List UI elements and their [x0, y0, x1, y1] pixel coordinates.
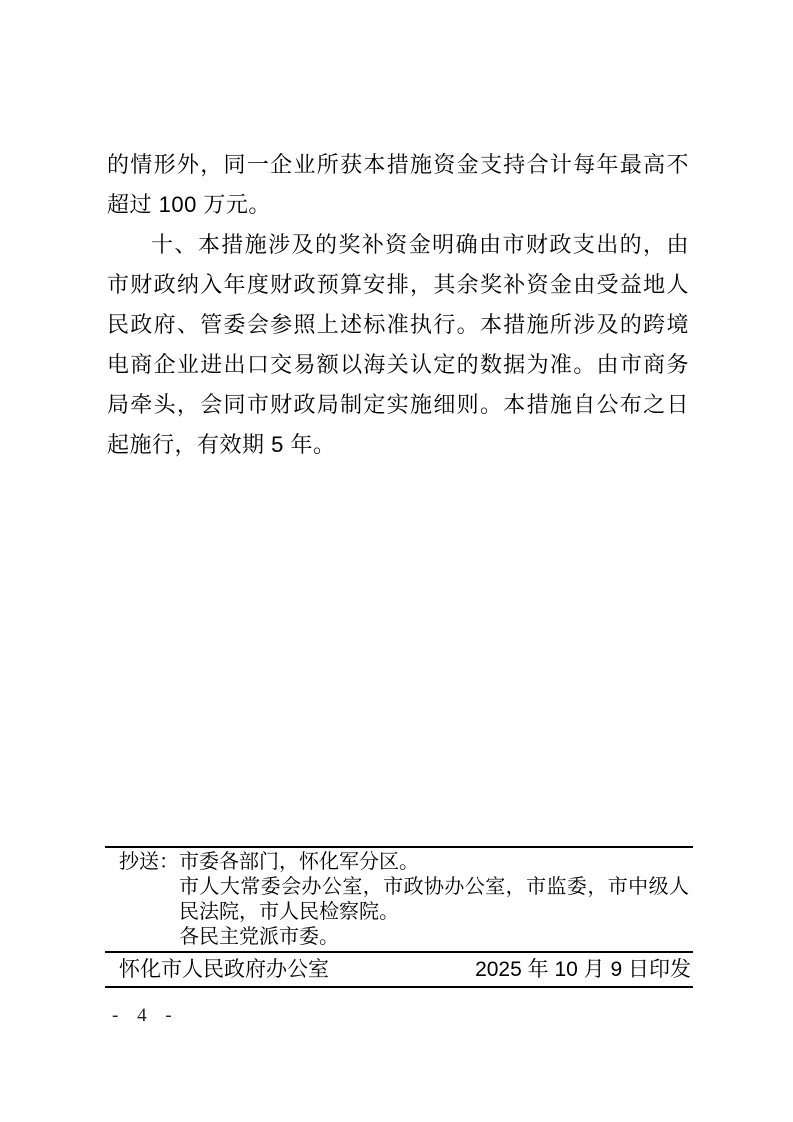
cc-label: 抄送： — [119, 851, 179, 873]
page-number: - 4 - — [112, 1005, 174, 1026]
body-paragraph: 十、本措施涉及的奖补资金明确由市财政支出的，由市财政纳入年度财政预算安排，其余奖补资金由受益地人民政府、管委会参照上述标准执行。本措施所涉及的跨境电商企业进出口交易额以海关认定的数据为准。由市商务局牵头，会同市财政局制定实施细则。本措施自公布之日起施行，有效期 5 年。 — [107, 232, 689, 457]
cc-entries — [179, 850, 689, 950]
issuer-name: 怀化市人民政府办公室 — [119, 958, 329, 981]
document-footer-block — [105, 846, 693, 988]
cc-entry: 各民主党派市委。 — [179, 926, 339, 948]
body-paragraph: 的情形外，同一企业所获本措施资金支持合计每年最高不超过 100 万元。 — [107, 152, 689, 217]
document-body — [107, 145, 689, 465]
cc-entry: 市委各部门，怀化军分区。 — [179, 851, 419, 873]
cc-block — [105, 846, 693, 953]
issuer-row — [105, 953, 693, 988]
print-date: 2025 年 10 月 9 日印发 — [475, 958, 691, 981]
cc-entry: 市人大常委会办公室，市政协办公室，市监委，市中级人民法院，市人民检察院。 — [179, 876, 689, 923]
